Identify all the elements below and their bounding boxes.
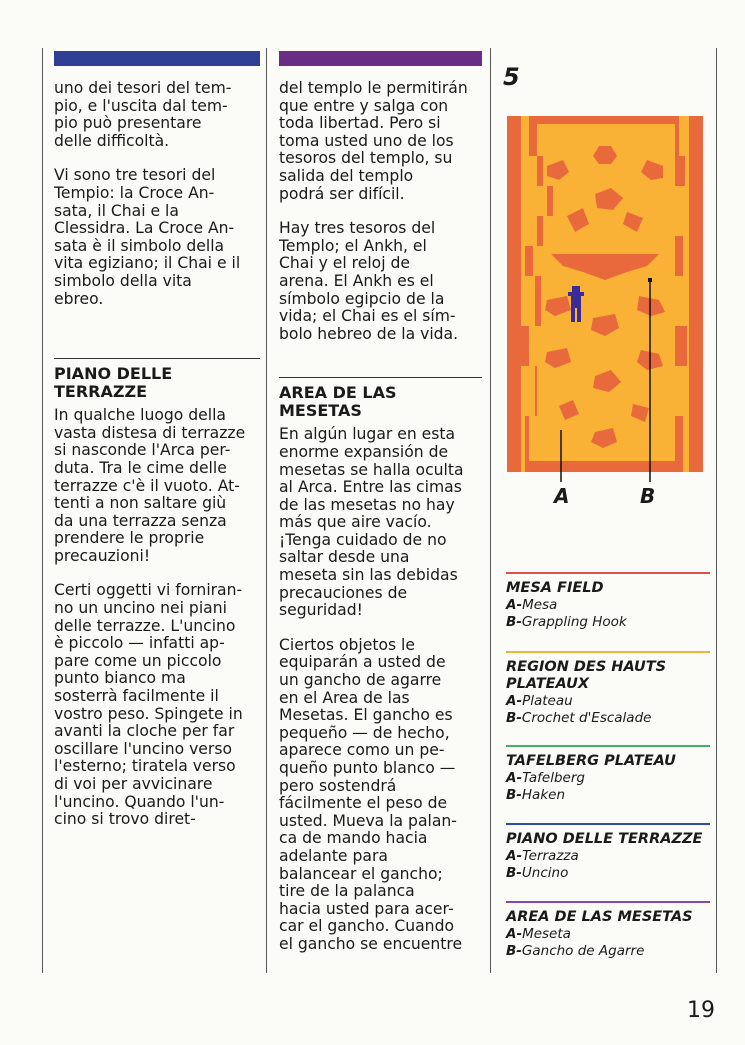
legend-item-b: B-Gancho de Agarre: [506, 943, 645, 959]
callout-lines: [500, 270, 700, 490]
italian-paragraph-3: In qualche luogo della vasta distesa di terrazze si nasconde l'Arca per- duta. Tra le cime delle terrazze c'è il vuoto. At- tenti a non saltare giù da una terrazza senza prendere le proprie precauzioni!: [54, 406, 246, 565]
legend-title: PIANO DELLE TERRAZZE: [506, 831, 703, 847]
spanish-paragraph-4: Ciertos objetos le equiparán a usted de un gancho de agarre en el Area de las Mesetas. El gancho es pequeño — de hecho, aparece como un pe- queño punto blanco — pero sostendrá fácilmente el peso de usted. Mueva la palan- ca de mando hacia adelante para balancear el gancho; tire de la palanca hacia usted para acer- car el gancho. Cuando el gancho se encuentre: [279, 635, 463, 953]
italian-paragraph-2: Vi sono tre tesori del Tempio: la Croce An- sata, il Chai e la Clessidra. La Croce An- sata è il simbolo della vita egiziano; il Chai e il simbolo della vita ebreo.: [54, 166, 241, 308]
legend-item-a: A-Plateau: [506, 693, 573, 709]
legend-rule: [506, 572, 710, 574]
italian-paragraph-4: Certi oggetti vi forniran- no un uncino nei piani delle terrazze. L'uncino è piccolo — infatti ap- pare come un piccolo punto bianco ma sosterrà facilmente il vostro peso. Spingete in avanti la cloche per far oscillare l'uncino verso l'esterno; tiratela verso di voi per avvicinare l'uncino. Quando l'un- cino si trovo diret-: [54, 581, 243, 829]
spanish-paragraph-1: del templo le permitirán que entre y salga con toda libertad. Pero si toma usted uno de los tesoros del templo, su salida del templo podrá ser difícil.: [279, 79, 468, 203]
legend-rule: [506, 823, 710, 825]
column-divider-right: [716, 48, 717, 973]
legend-block-italian: [506, 823, 710, 882]
column-divider-left: [42, 48, 43, 973]
legend-item-a: A-Mesa: [506, 597, 558, 613]
panel-number: 5: [503, 63, 520, 91]
legend-block-french: [506, 651, 710, 727]
column-divider-2: [490, 48, 491, 973]
callout-label-a: A: [554, 484, 570, 508]
legend-title: REGION DES HAUTS PLATEAUX: [506, 659, 667, 692]
italian-column: [54, 51, 260, 846]
legend-rule: [506, 745, 710, 747]
legend-item-a: A-Meseta: [506, 926, 571, 942]
spanish-color-bar: [279, 51, 482, 66]
spanish-paragraph-3: En algún lugar en esta enorme expansión de mesetas se halla oculta al Arca. Entre las cimas de las mesetas no hay más que aire vacío. ¡Tenga cuidado de no saltar desde una meseta sin las debidas precauciones de seguridad!: [279, 425, 464, 620]
column-divider-1: [266, 48, 267, 973]
legend-item-b: B-Uncino: [506, 865, 569, 881]
legend-item-a: A-Terrazza: [506, 848, 579, 864]
legend-item-b: B-Crochet d'Escalade: [506, 710, 652, 726]
page-number: 19: [687, 998, 715, 1023]
italian-color-bar: [54, 51, 260, 66]
spanish-paragraph-2: Hay tres tesoros del Templo; el Ankh, el Chai y el reloj de arena. El Ankh es el símbolo egipcio de la vida; el Chai es el sím- bolo hebreo de la vida.: [279, 219, 459, 343]
spanish-column: [279, 51, 482, 971]
legend-block-english: [506, 572, 710, 631]
spanish-section-heading: AREA DE LAS MESETAS: [279, 377, 482, 420]
legend-block-german: [506, 745, 710, 804]
legend-item-b: B-Grappling Hook: [506, 614, 627, 630]
legend-title: MESA FIELD: [506, 580, 604, 596]
legend-rule: [506, 651, 710, 653]
legend-title: AREA DE LAS MESETAS: [506, 909, 693, 925]
italian-section-heading: PIANO DELLE TERRAZZE: [54, 358, 260, 401]
italian-paragraph-1: uno dei tesori del tem- pio, e l'uscita dal tem- pio può presentare delle difficoltà.: [54, 79, 232, 150]
legend-title: TAFELBERG PLATEAU: [506, 753, 676, 769]
legend-block-spanish: [506, 901, 710, 960]
legend-item-b: B-Haken: [506, 787, 566, 803]
legend-rule: [506, 901, 710, 903]
legend-item-a: A-Tafelberg: [506, 770, 585, 786]
callout-label-b: B: [640, 484, 656, 508]
